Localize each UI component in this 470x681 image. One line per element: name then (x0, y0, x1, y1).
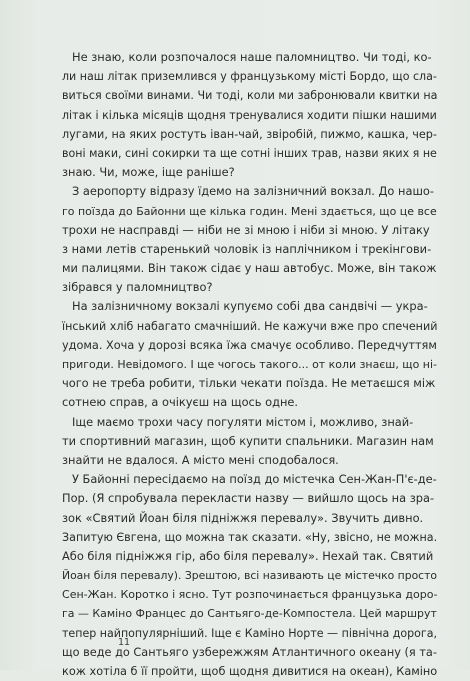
text-line: сотнею справ, а очікуєш на щось одне. (62, 395, 299, 410)
text-line: Не знаю, коли розпочалося наше паломництво. Чи тоді, ко- (72, 50, 432, 64)
text-line: го поїзда до Байонни ще кілька годин. Мені здається, що це все (62, 204, 437, 218)
text-line: літак і кілька місяців щодня тренувалися ходити пішки нашими (62, 108, 437, 122)
text-line: чого не треба робити, тільки чекати поїзда. Не метаєшся між (62, 376, 436, 391)
text-line: Іще маємо трохи часу погуляти містом і, можливо, знай- (72, 414, 414, 429)
text-line: знаю. Чи, може, іще раніше? (62, 165, 235, 180)
text-line: їнський хліб набагато смачніший. Не кажучи вже про спечений (62, 319, 438, 333)
text-line: воні маки, сині сокирки та ще сотні інших трав, назви яких я не (62, 146, 437, 160)
body-text (62, 48, 437, 681)
text-line: Запитую Євгена, що можна так сказати. «Ну, звісно, не можна. (62, 530, 438, 544)
text-line: ти спортивний магазин, щоб купити спальники. Магазин нам (62, 433, 434, 448)
text-line: з нами летів старенький чоловік із наплічником і трекінгови- (62, 241, 432, 256)
text-line: Йоан біля перевалу). Зрештою, всі називають це містечко просто (62, 569, 438, 583)
text-line: Або біля підніжжя гір, або біля перевалу». Нехай так. Святий (62, 548, 434, 563)
text-line: зок «Святий Йоан біля підніжжя перевалу». Звучить дивно. (62, 510, 424, 525)
text-line: Пор. (Я спробувала перекласти назву — вийшло щось на зра- (62, 491, 435, 506)
text-line: що веде до Сантьяго узбережжям Атлантичного океану (я та- (62, 645, 437, 659)
text-line: виться своїми винами. Чи тоді, коли ми забронювали квитки на (62, 89, 438, 103)
text-line: Сен-Жан. Коротко і ясно. Тут розпочинається французька доро- (62, 588, 438, 602)
text-line: ли наш літак приземлився у французькому місті Бордо, що сла- (62, 70, 437, 84)
text-line: удома. Хоча у дорозі всяка їжа смачує особливо. Передчуттям (62, 338, 437, 352)
text-line: зібрався у паломництво? (62, 280, 213, 295)
text-line: З аеропорту відразу їдемо на залізничний вокзал. До нашо- (72, 184, 434, 199)
text-line: пригоди. Невідомого. І ще чогось такого... от коли знаєш, що ні- (62, 358, 437, 371)
text-line: знайти не вдалося. А місто мені сподобалося. (62, 452, 339, 467)
page-number: 11 (118, 637, 131, 648)
text-line: трохи не насправді — ніби не зі мною і ніби зі мною. У літаку (62, 222, 430, 237)
text-line: ми палицями. Він також сідає у наш автобус. Може, він також (62, 262, 437, 276)
text-line: У Байонні пересідаємо на поїзд до містечка Сен-Жан-П'є-де- (72, 472, 437, 487)
text-line: тепер найпопулярніший. Іще є Каміно Норте — північна дорога, (62, 626, 437, 640)
text-line: кож хотіла б її пройти, щоб щодня дивитися на океан), Каміно (62, 665, 438, 678)
text-line: га — Каміно Францес до Сантьяго-де-Компостела. Цей маршрут (62, 607, 437, 621)
text-line: На залізничному вокзалі купуємо собі два сандвічі — укра- (72, 299, 428, 314)
text-line: лугами, на яких ростуть іван-чай, звіробій, пижмо, кашка, чер- (62, 127, 437, 141)
